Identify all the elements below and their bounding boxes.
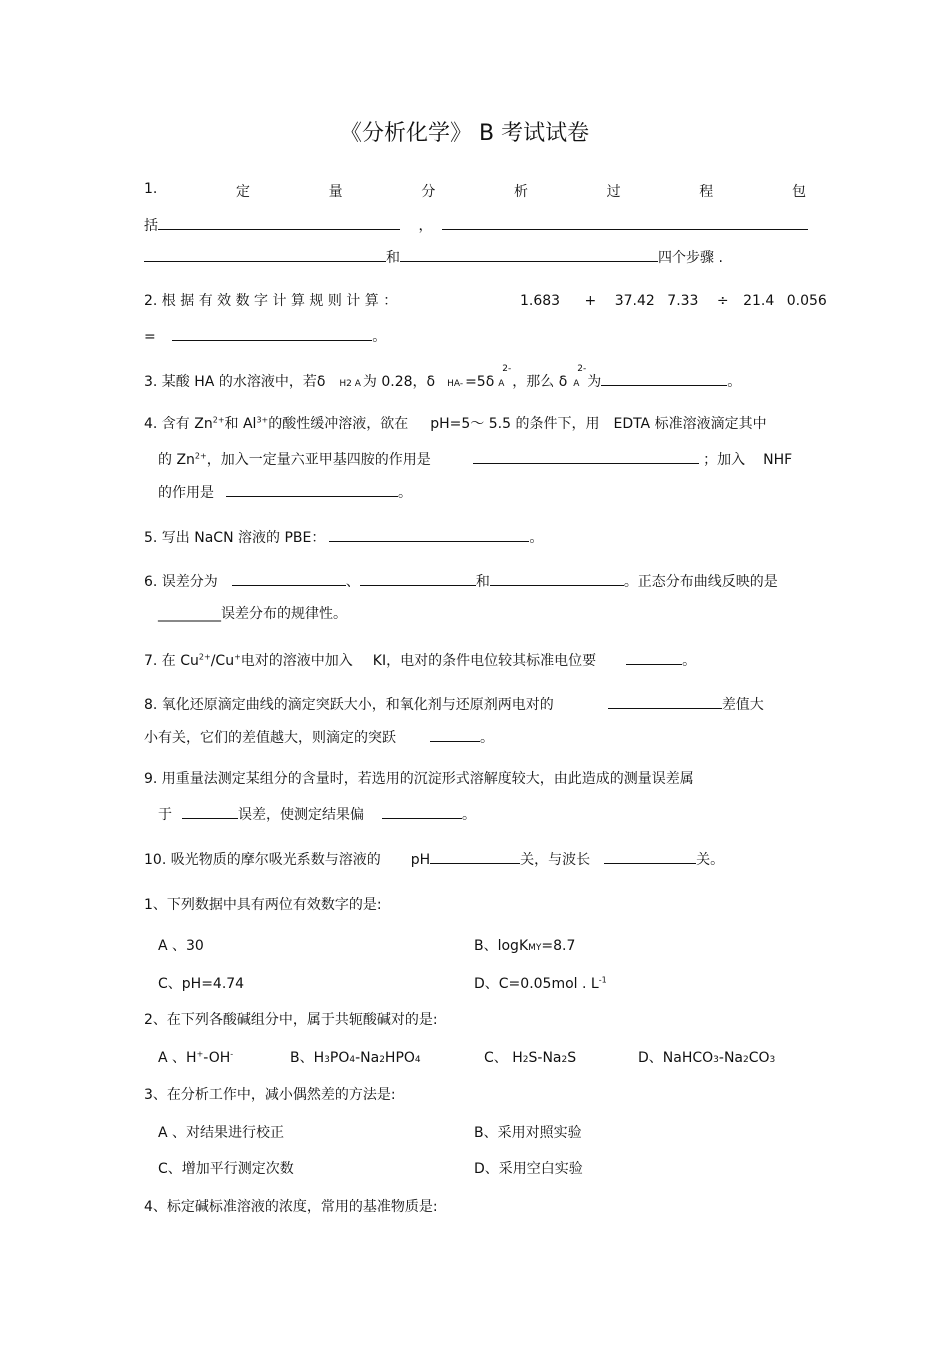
mc-option-text: =8.7 [541, 938, 576, 954]
q2-text: 2. 根 据 有 效 数 字 计 算 规 则 计 算 ： [144, 293, 398, 309]
question-6-line2 [158, 605, 347, 623]
mc-option-text: -OH [203, 1050, 231, 1066]
q6-and: 和 [475, 574, 490, 590]
question-5 [144, 526, 543, 547]
q3-text: 3. 某酸 H [144, 374, 205, 390]
question-1-line3 [144, 246, 723, 267]
answer-blank[interactable] [626, 649, 682, 665]
q4-sup: 2+ [212, 415, 225, 425]
mc-1-option-a[interactable]: A 、30 [158, 938, 204, 954]
q2-value: 7.33 [667, 293, 699, 309]
mc-3-option-d[interactable]: D、采用空白实验 [474, 1161, 583, 1177]
q7-sup: 2+ [198, 652, 211, 662]
mc-2-option-d[interactable] [638, 1049, 775, 1069]
mc-2-option-c[interactable] [484, 1049, 576, 1069]
mc-option-sub: 4 [414, 1055, 421, 1065]
mc-option-text: -Na [355, 1050, 380, 1066]
answer-blank[interactable] [158, 214, 400, 230]
answer-blank[interactable] [604, 848, 696, 864]
q5-end: 。 [529, 530, 544, 546]
q4-text: 4. 含有 Zn [144, 416, 213, 432]
q4-text: 的作用是 [158, 485, 214, 501]
q1-word: 量 [328, 184, 343, 200]
q5-text: 5. 写出 NaCN 溶液的 PBE： [144, 530, 326, 546]
question-1-number: 1. [144, 181, 158, 197]
mc-3-option-b[interactable]: B、采用对照实验 [474, 1125, 582, 1141]
q7-text: 7. 在 Cu [144, 653, 199, 669]
q3-text: =5δ [465, 374, 495, 390]
q2-op: ÷ [716, 293, 729, 309]
q1-text: 括 [144, 218, 158, 234]
q7-text: 电对的溶液中加入 [240, 653, 353, 669]
q8-text: 差值大 [721, 697, 764, 713]
mc-option-text: B、logK [474, 938, 529, 954]
mc-3-option-c[interactable]: C、增加平行测定次数 [158, 1161, 294, 1177]
answer-blank[interactable] [442, 214, 808, 230]
q8-end: 。 [480, 730, 494, 746]
q2-eq: = [144, 329, 156, 345]
q1-word: 定 [236, 184, 251, 200]
q6-text: 6. 误差分为 [144, 574, 218, 590]
q3-sub: A [573, 379, 580, 389]
q4-text: NHF [763, 452, 793, 468]
q6-text: 误差分布的规律性。 [221, 606, 347, 622]
q4-text: EDTA 标准溶液滴定其中 [613, 416, 767, 432]
q2-value: 1.683 [520, 293, 561, 309]
q4-text: ；加入 [703, 452, 746, 468]
answer-blank[interactable] [490, 570, 624, 586]
answer-blank[interactable] [182, 803, 238, 819]
answer-blank[interactable] [473, 448, 699, 464]
answer-blank[interactable] [144, 246, 386, 262]
q4-sup: 2+ [194, 451, 207, 461]
mc-question-4-stem: 4、标定碱标准溶液的浓度，常用的基准物质是: [144, 1199, 438, 1215]
mc-option-sup: + [196, 1049, 204, 1059]
q1-end: 四个步骤 . [658, 250, 723, 266]
q3-text: A 的水溶液中，若δ [204, 374, 326, 390]
question-10 [144, 848, 724, 869]
q3-text: ，那么 δ [512, 374, 568, 390]
q2-value: 0.056 [786, 293, 827, 309]
q7-text: /Cu [210, 653, 235, 669]
mc-option-text: C、 H [484, 1050, 523, 1066]
mc-option-sub: 2 [522, 1055, 529, 1065]
question-8-line1 [144, 693, 764, 714]
question-2-line1 [144, 292, 397, 310]
mc-option-text: S-Na [528, 1050, 562, 1066]
question-6-line1 [144, 570, 778, 591]
q3-text: 为 [587, 374, 602, 390]
answer-blank[interactable] [382, 803, 462, 819]
question-1-line1 [144, 181, 806, 201]
q4-sup: 3+ [256, 415, 269, 425]
mc-option-text: -Na [718, 1050, 743, 1066]
question-7 [144, 649, 696, 670]
mc-question-2-stem: 2、在下列各酸碱组分中，属于共轭酸碱对的是: [144, 1012, 438, 1028]
answer-blank[interactable] [329, 526, 529, 542]
question-4-line3 [158, 481, 412, 502]
question-2-line2 [144, 325, 386, 346]
mc-option-sub: 3 [713, 1055, 719, 1065]
mc-option-text: PO [329, 1050, 350, 1066]
q1-and: 和 [386, 250, 400, 266]
answer-blank[interactable] [601, 370, 727, 386]
answer-blank[interactable]: _________ [158, 606, 221, 622]
q10-end: 关。 [696, 852, 725, 868]
q10-text: 10. 吸光物质的摩尔吸光系数与溶液的 [144, 852, 381, 868]
mc-question-1-stem: 1、下列数据中具有两位有效数字的是: [144, 897, 382, 913]
answer-blank[interactable] [430, 848, 520, 864]
q4-text: pH=5～ 5.5 的条件下，用 [430, 416, 600, 432]
mc-option-text: A 、H [158, 1050, 197, 1066]
mc-option-text: D、C=0.05mol . L [474, 976, 599, 992]
mc-2-option-b[interactable] [290, 1049, 421, 1069]
q7-text: KI，电对的条件电位较其标准电位要 [372, 653, 597, 669]
q4-end: 。 [398, 485, 412, 501]
q8-text: 8. 氧化还原滴定曲线的滴定突跃大小，和氧化剂与还原剂两电对的 [144, 697, 554, 713]
q4-text: ，加入一定量六亚甲基四胺的作用是 [206, 452, 431, 468]
q2-value: 21.4 [743, 293, 775, 309]
mc-3-option-a[interactable]: A 、对结果进行校正 [158, 1125, 285, 1141]
page-title: 《分析化学》 B 考试试卷 [340, 121, 590, 146]
q3-sub: H2 A [339, 379, 361, 389]
question-4-line2 [158, 448, 792, 469]
q10-text: pH [410, 852, 431, 868]
mc-option-text: D、NaHCO [638, 1050, 714, 1066]
q1-word: 程 [699, 184, 714, 200]
mc-option-sub: 3 [324, 1055, 330, 1065]
q9-text: 于 [158, 807, 172, 823]
answer-blank[interactable] [608, 693, 722, 709]
question-8-line2 [144, 726, 494, 747]
question-1-line2 [144, 214, 808, 235]
mc-option-text: S [567, 1050, 577, 1066]
mc-2-option-a[interactable] [158, 1049, 233, 1067]
mc-option-sub: 3 [769, 1055, 776, 1065]
q2-value: 37.42 [614, 293, 655, 309]
q6-sep: 、 [345, 574, 360, 590]
mc-option-text: CO [748, 1050, 770, 1066]
answer-blank[interactable] [232, 570, 346, 586]
q10-text: 关，与波长 [520, 852, 591, 868]
answer-blank[interactable] [226, 481, 398, 497]
mc-option-sub: 2 [743, 1055, 749, 1065]
q8-text: 小有关，它们的差值越大，则滴定的突跃 [144, 730, 396, 746]
q9-end: 。 [462, 807, 476, 823]
question-3: 3. 某酸 HA 的水溶液中，若δ H2 A 为 0.28，δ HA- =5δ 2- A ，那么 δ 2- A 为 。 [144, 364, 742, 390]
q9-text: 误差，使测定结果偏 [238, 807, 364, 823]
q2-op: + [584, 293, 597, 309]
mc-option-sub: 2 [379, 1055, 385, 1065]
mc-option-text: HPO [384, 1050, 415, 1066]
q1-comma: ， [418, 218, 433, 234]
q9-text: 9. 用重量法测定某组分的含量时，若选用的沉淀形式溶解度较大，由此造成的测量误差属 [144, 771, 694, 787]
q7-end: 。 [682, 653, 697, 669]
mc-1-option-d[interactable] [474, 975, 607, 993]
q3-text: 为 0.28，δ [362, 374, 436, 390]
mc-option-sub: 4 [349, 1055, 356, 1065]
q4-text: 的 Zn [158, 452, 195, 468]
mc-option-sup: -1 [598, 975, 607, 985]
answer-blank[interactable] [430, 726, 480, 742]
answer-blank[interactable] [400, 246, 658, 262]
answer-blank[interactable] [360, 570, 476, 586]
q2-end: 。 [372, 329, 387, 345]
mc-option-sup: - [230, 1049, 234, 1059]
question-9-line2 [158, 803, 476, 824]
question-4-line1 [144, 415, 767, 433]
q1-word: 过 [606, 184, 621, 200]
q6-text: 。正态分布曲线反映的是 [623, 574, 778, 590]
mc-option-sub: MY [528, 943, 542, 953]
q3-sub: A [498, 379, 505, 389]
answer-blank[interactable] [172, 325, 372, 341]
mc-option-text: B、H [290, 1050, 325, 1066]
mc-1-option-b[interactable] [474, 937, 575, 957]
q3-end: 。 [727, 374, 742, 390]
q2-expression [520, 292, 827, 310]
q7-sup: + [234, 652, 241, 662]
q4-text: 和 Al [224, 416, 257, 432]
q4-text: 的酸性缓冲溶液，欲在 [268, 416, 409, 432]
mc-option-sub: 2 [561, 1055, 568, 1065]
mc-question-3-stem: 3、在分析工作中，减小偶然差的方法是: [144, 1087, 396, 1103]
mc-1-option-c[interactable]: C、pH=4.74 [158, 976, 245, 992]
q1-word: 分 [421, 184, 436, 200]
question-9-line1 [144, 770, 694, 788]
q1-word: 包 [791, 184, 806, 200]
q3-sub: HA- [447, 379, 464, 389]
q1-word: 析 [513, 184, 528, 200]
